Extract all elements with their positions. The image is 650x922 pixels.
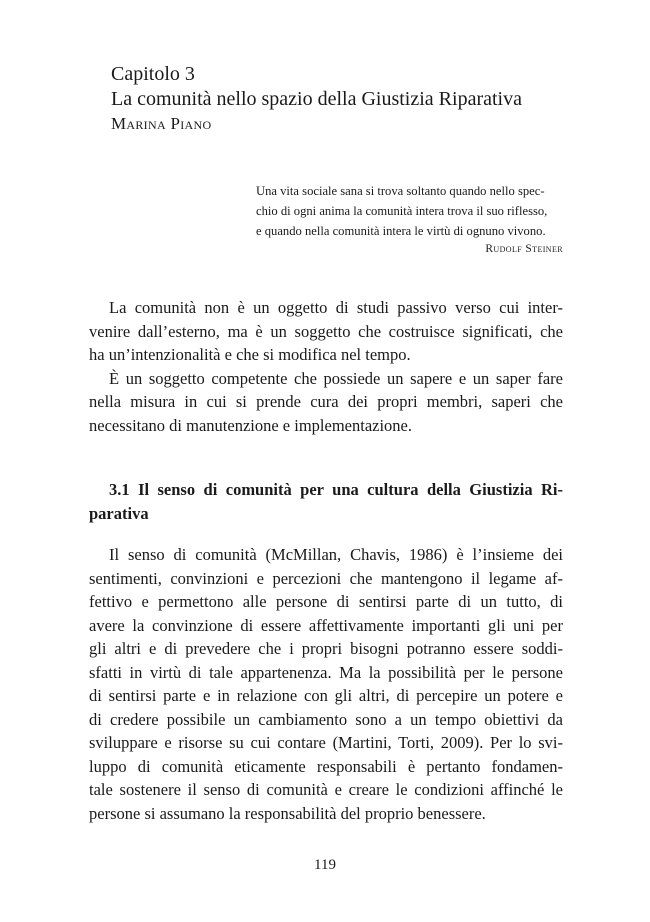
- epigraph-source: Rudolf Steiner: [485, 243, 563, 255]
- paragraph-line: tale sostenere il senso di comunità e creare le condizioni affinché le: [89, 780, 563, 799]
- chapter-title: La comunità nello spazio della Giustizia Riparativa: [111, 88, 522, 110]
- paragraph-line: È un soggetto competente che possiede un sapere e un saper fare: [109, 368, 563, 388]
- page-number: 119: [314, 857, 336, 873]
- epigraph-line: Una vita sociale sana si trova soltanto quando nello spec-: [256, 184, 545, 198]
- paragraph-line: persone si assumano la responsabilità del proprio benessere.: [89, 803, 486, 823]
- paragraph-line: La comunità non è un oggetto di studi passivo verso cui inter-: [109, 298, 563, 317]
- paragraph-line: venire dall’esterno, ma è un soggetto che costruisce significati, che: [89, 321, 563, 341]
- intro-paragraphs: [89, 296, 563, 437]
- paragraph-line: sfatti in virtù di tale appartenenza. Ma la possibilità per le persone: [89, 662, 563, 682]
- paragraph-line: sviluppare e risorse su cui contare (Martini, Torti, 2009). Per lo svi-: [89, 733, 563, 752]
- chapter-author: Marina Piano: [111, 114, 212, 133]
- chapter-label: Capitolo 3: [111, 63, 195, 85]
- section-heading-line: 3.1 Il senso di comunità per una cultura della Giustizia Ri-: [109, 480, 563, 499]
- paragraph-line: ha un’intenzionalità e che si modifica nel tempo.: [89, 345, 411, 364]
- paragraph-line: gli altri e di prevedere che i propri bisogni potranno essere soddi-: [89, 639, 563, 658]
- paragraph-line: di sentirsi parte e in relazione con gli altri, di percepire un potere e: [89, 686, 563, 705]
- paragraph-line: fettivo e permettono alle persone di sentirsi parte di un tutto, di: [89, 592, 563, 611]
- paragraph-line: luppo di comunità eticamente responsabili è pertanto fondamen-: [89, 756, 563, 776]
- paragraph-line: avere la convinzione di essere affettivamente importanti gli uni per: [89, 615, 563, 635]
- section-heading: [89, 478, 563, 526]
- epigraph-line: chio di ogni anima la comunità intera trova il suo riflesso,: [256, 204, 548, 218]
- epigraph-line: e quando nella comunità intera le virtù di ognuno vivono.: [256, 224, 546, 238]
- paragraph-line: Il senso di comunità (McMillan, Chavis, 1986) è l’insieme dei: [109, 545, 563, 564]
- epigraph: [256, 181, 563, 258]
- paragraph-line: nella misura in cui si prende cura dei propri membri, saperi che: [89, 392, 563, 411]
- paragraph-line: sentimenti, convinzioni e percezioni che mantengono il legame af-: [89, 568, 563, 588]
- paragraph-line: necessitano di manutenzione e implementazione.: [89, 415, 413, 435]
- section-body: [89, 543, 563, 825]
- paragraph-line: di credere possibile un cambiamento sono a un tempo obiettivi da: [89, 709, 563, 729]
- section-heading-line: parativa: [89, 504, 149, 523]
- chapter-heading: [111, 62, 571, 136]
